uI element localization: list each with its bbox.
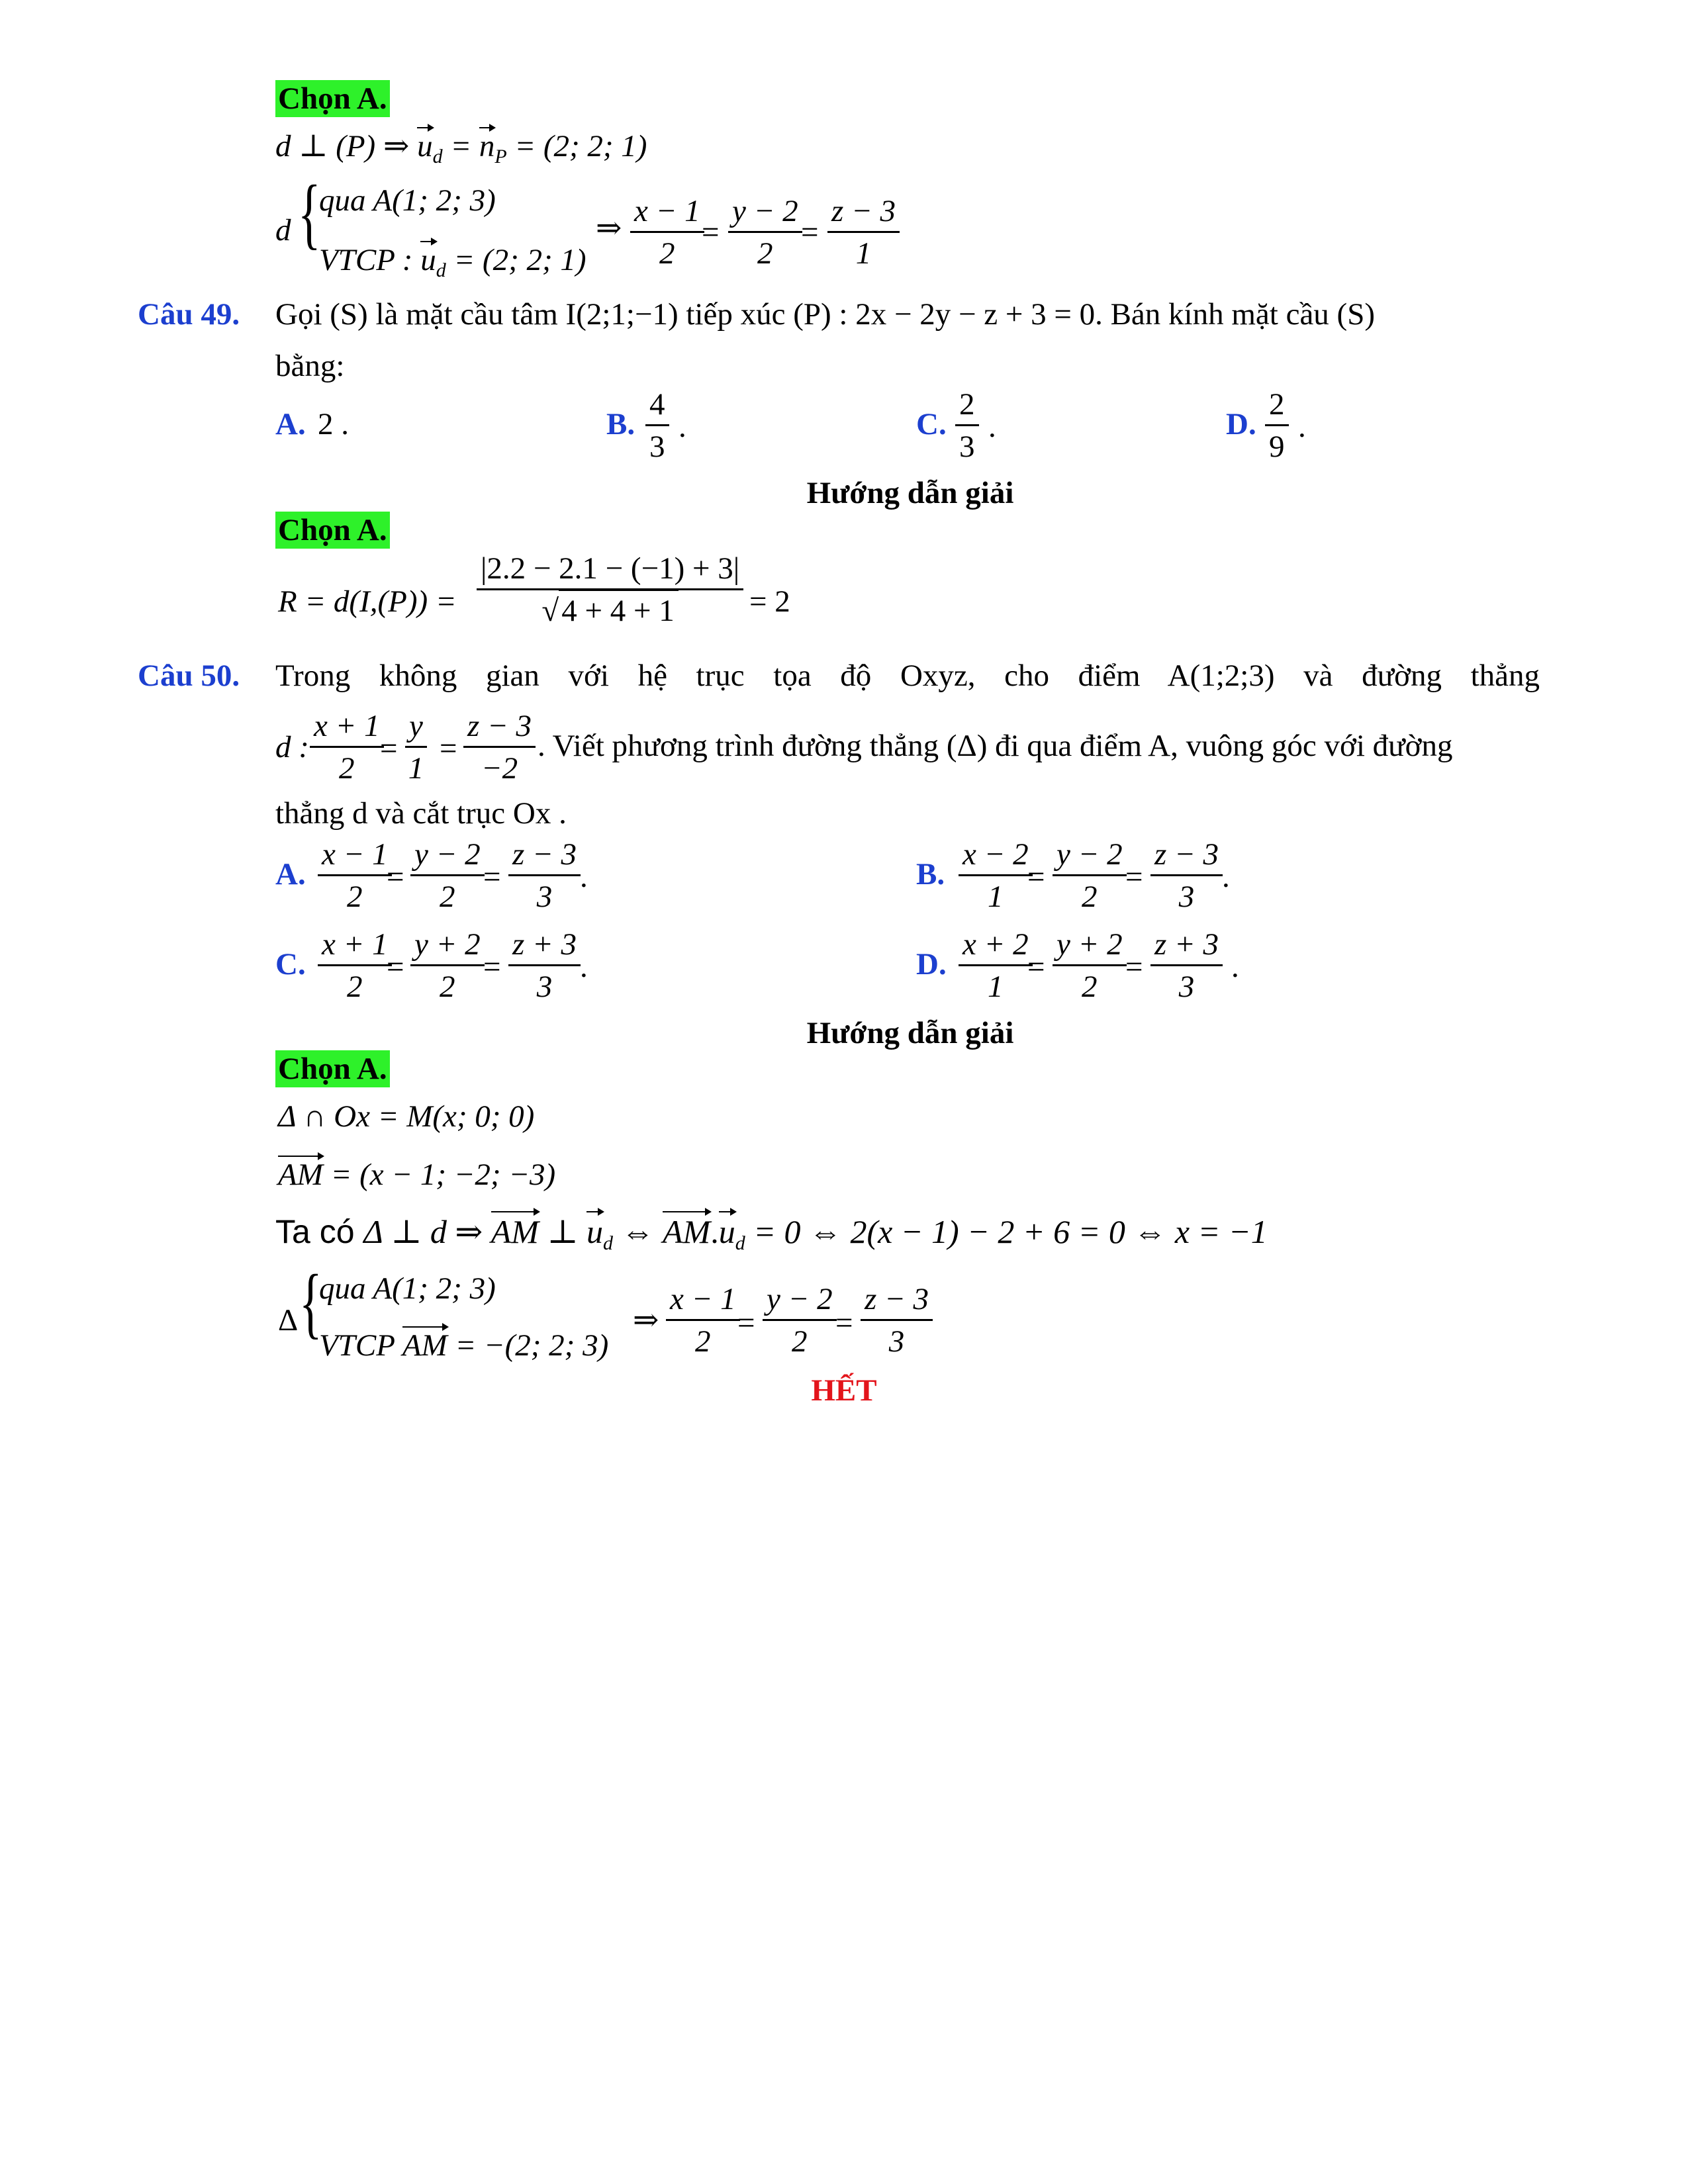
- question-49-text: Gọi (S) là mặt cầu tâm I(2;1;−1) tiếp xúc (P) : 2x − 2y − z + 3 = 0. Bán kính mặt cầu (S): [275, 297, 1375, 332]
- question-49-text-cont: bằng:: [275, 349, 345, 383]
- q49-opt-a-label: A.: [275, 407, 306, 441]
- q50-opt-c-frac-2: $\frac{y + 2}{2}$: [410, 929, 485, 1003]
- chon-a-49: Chọn A.: [275, 515, 390, 546]
- q50-d-frac-x: $\frac{x + 1}{2}$: [310, 711, 384, 784]
- dot: .: [988, 410, 996, 444]
- q50-opt-d-frac-3: $\frac{z + 3}{3}$: [1150, 929, 1223, 1003]
- dot: .: [679, 410, 686, 444]
- q50-opt-c-label: C.: [275, 947, 306, 981]
- q50-opt-a-frac-3: $\frac{z - 3}{3}$: [508, 839, 581, 913]
- eq-sign: =: [483, 950, 501, 984]
- q50-ans-frac-x: $\frac{x - 1}{2}$: [666, 1284, 740, 1357]
- q50-opt-b-label: B.: [916, 857, 945, 891]
- q49-opt-b-label: B.: [606, 407, 635, 441]
- q50-step-2: AM = (x − 1; −2; −3): [278, 1158, 556, 1192]
- question-50-text-3: thẳng d và cắt trục Ox .: [275, 796, 567, 831]
- q50-opt-a-frac-2: $\frac{y - 2}{2}$: [410, 839, 485, 913]
- implies-icon: ⇒: [633, 1303, 659, 1338]
- q50-opt-b-frac-1: $\frac{x - 2}{1}$: [959, 839, 1033, 913]
- q49-opt-d-label: D.: [1226, 407, 1256, 441]
- q48-frac-y: $\frac{y - 2}{2}$: [728, 196, 802, 269]
- eq-sign: =: [801, 215, 819, 250]
- q50-d-frac-y: $\frac{y}{1}$: [405, 711, 427, 784]
- eq-sign: =: [835, 1306, 853, 1340]
- question-49-label: Câu 49.: [138, 297, 240, 332]
- question-50-text: Trong không gian với hệ trục tọa độ Oxyz, cho điểm A(1;2;3) và đường thẳng: [275, 659, 1540, 693]
- dot: .: [1222, 860, 1230, 894]
- q50-d-pre: d :: [275, 730, 309, 764]
- q48-qua: qua A(1; 2; 3): [319, 183, 496, 218]
- q48-frac-x: $\frac{x - 1}{2}$: [630, 196, 704, 269]
- q50-step-1: Δ ∩ Ox = M(x; 0; 0): [278, 1099, 535, 1134]
- q50-delta: Δ: [278, 1303, 299, 1338]
- q50-ans-frac-z: $\frac{z - 3}{3}$: [861, 1284, 933, 1357]
- q50-step-3: Ta có Δ ⊥ d ⇒ AM ⊥ $u_d$ ⇔ $AM.u_d = 0$ ⇔ 2(x − 1) − 2 + 6 = 0 ⇔ x = −1: [275, 1213, 1268, 1254]
- q49-opt-c-label: C.: [916, 407, 947, 441]
- chon-a-48: Chọn A.: [275, 83, 390, 114]
- eq-sign: =: [483, 860, 501, 894]
- q50-opt-c-frac-1: $\frac{x + 1}{2}$: [318, 929, 392, 1003]
- q50-brace: {: [299, 1258, 322, 1346]
- eq-sign: =: [1027, 860, 1045, 894]
- q50-opt-c-frac-3: $\frac{z + 3}{3}$: [508, 929, 581, 1003]
- eq-sign: =: [702, 215, 720, 250]
- q49-opt-a: 2 .: [318, 407, 349, 441]
- q49-huong-dan: Hướng dẫn giải: [806, 476, 1014, 510]
- q49-r-frac: $\frac{|2.2 - 2.1 - (-1) + 3|}{√4 + 4 + 1}$: [477, 553, 743, 627]
- q50-vtcp: VTCP AM = −(2; 2; 3): [319, 1328, 609, 1363]
- eq-sign: =: [1027, 950, 1045, 984]
- q50-ans-frac-y: $\frac{y - 2}{2}$: [763, 1284, 837, 1357]
- q49-opt-c-frac: $\frac{2}{3}$: [955, 389, 979, 463]
- q48-brace: {: [298, 169, 321, 257]
- q50-d-frac-z: $\frac{z - 3}{-2}$: [463, 711, 536, 784]
- q49-r-right: = 2: [749, 584, 790, 619]
- dot: .: [1231, 950, 1239, 984]
- eq-sign: =: [1125, 950, 1143, 984]
- eq-sign: =: [737, 1306, 755, 1340]
- q50-opt-d-label: D.: [916, 947, 947, 981]
- eq-sign: =: [1125, 860, 1143, 894]
- eq-sign: =: [440, 731, 457, 766]
- q48-line1: d ⊥ (P) ⇒ $u_d = n_P = (2$; 2; 1): [275, 129, 647, 167]
- q50-opt-b-frac-3: $\frac{z - 3}{3}$: [1150, 839, 1223, 913]
- dot: .: [1298, 410, 1306, 444]
- q50-qua: qua A(1; 2; 3): [319, 1271, 496, 1306]
- q49-opt-d-frac: $\frac{2}{9}$: [1265, 389, 1289, 463]
- question-50-label: Câu 50.: [138, 659, 240, 693]
- q48-frac-z: $\frac{z - 3}{1}$: [827, 196, 900, 269]
- q50-opt-a-frac-1: $\frac{x - 1}{2}$: [318, 839, 392, 913]
- eq-sign: =: [387, 860, 404, 894]
- q48-vtcp: VTCP : $u_d = (2$; 2; 1): [319, 243, 586, 281]
- chon-a-50: Chọn A.: [275, 1054, 390, 1085]
- dot: .: [580, 950, 588, 984]
- q50-huong-dan: Hướng dẫn giải: [806, 1016, 1014, 1050]
- sqrt-icon: √: [541, 594, 559, 628]
- q49-opt-b-frac: $\frac{4}{3}$: [645, 389, 669, 463]
- q48-d-label: d: [275, 213, 291, 248]
- eq-sign: =: [380, 731, 398, 766]
- q50-opt-d-frac-1: $\frac{x + 2}{1}$: [959, 929, 1033, 1003]
- q49-r-left: R = d(I,(P)) =: [278, 584, 457, 619]
- dot: .: [580, 860, 588, 894]
- implies-icon: ⇒: [596, 211, 622, 246]
- q50-opt-a-label: A.: [275, 857, 306, 891]
- q50-opt-d-frac-2: $\frac{y + 2}{2}$: [1053, 929, 1127, 1003]
- question-50-text-2: . Viết phương trình đường thẳng (Δ) đi qua điểm A, vuông góc với đường: [538, 729, 1453, 763]
- end-marker: HẾT: [811, 1373, 877, 1408]
- eq-sign: =: [387, 950, 404, 984]
- q50-opt-b-frac-2: $\frac{y - 2}{2}$: [1053, 839, 1127, 913]
